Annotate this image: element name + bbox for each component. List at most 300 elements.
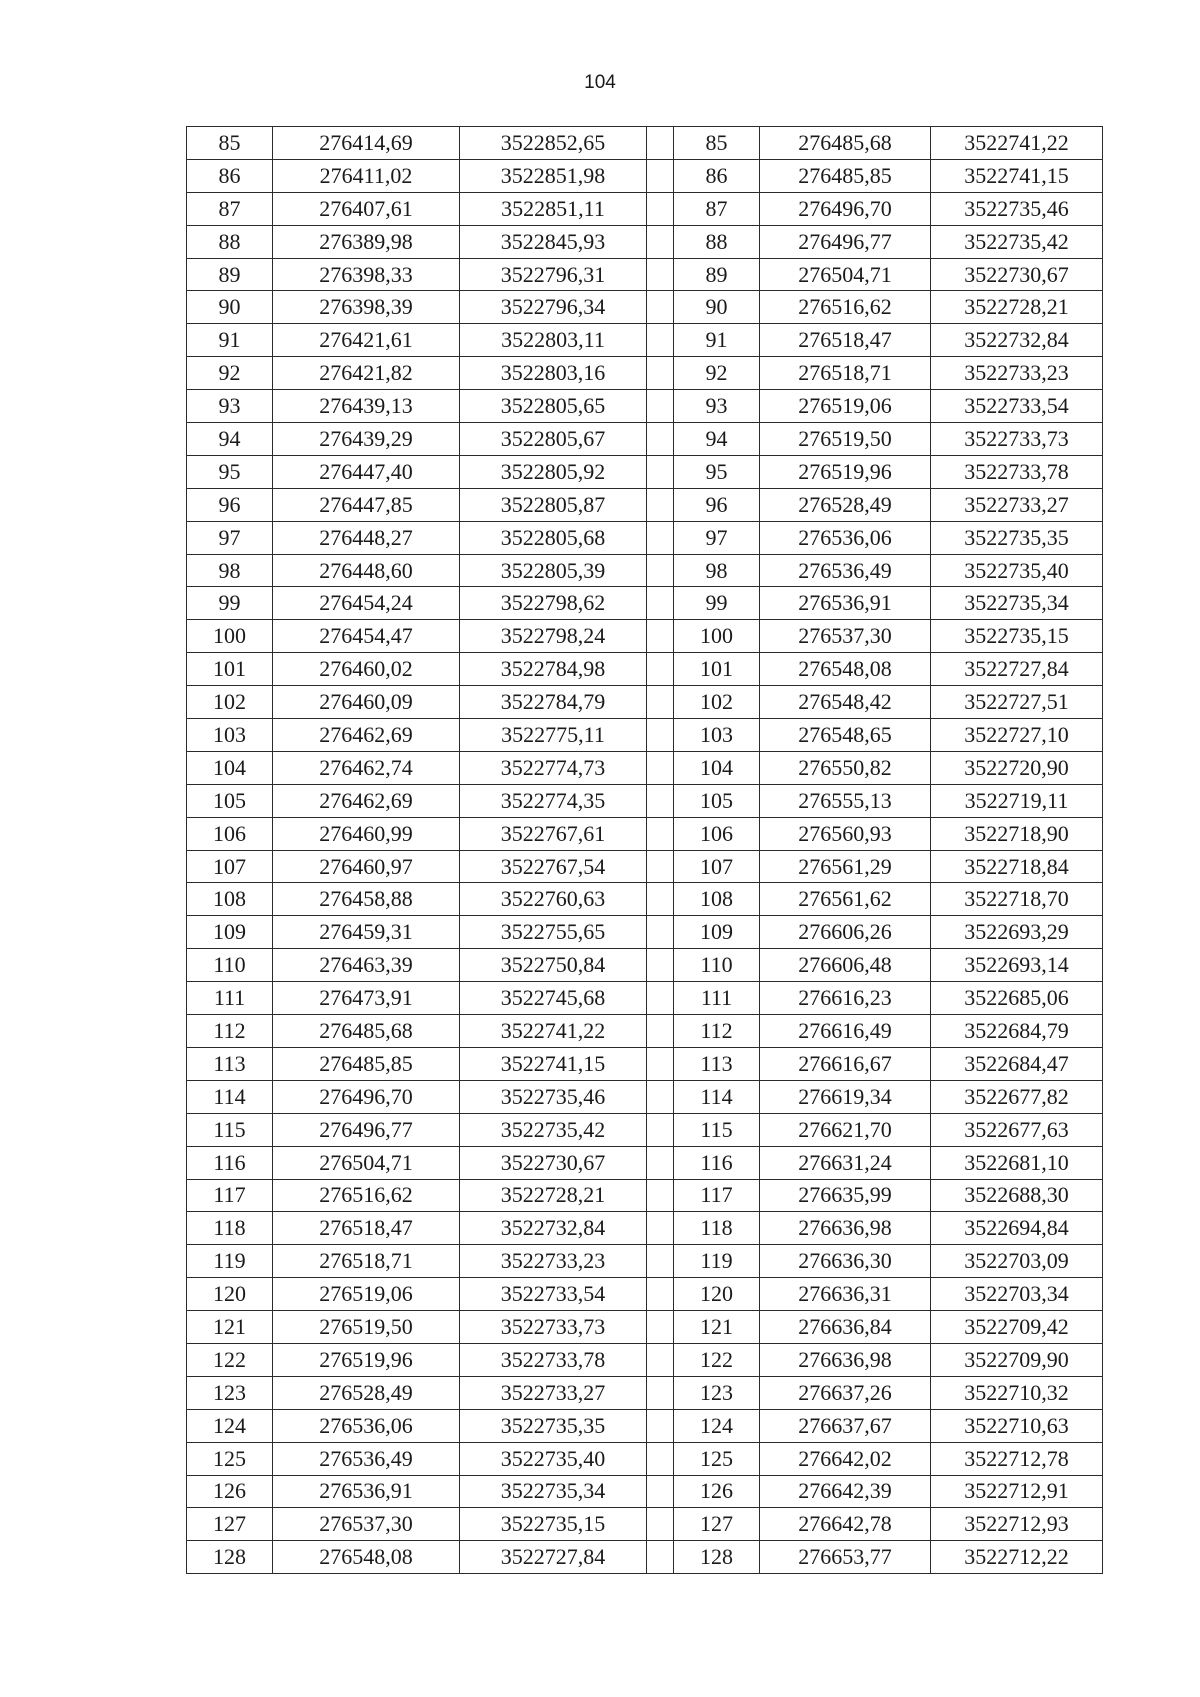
table-row: [187, 1343, 1103, 1376]
right-y-coordinate-cell: 3522685,06: [931, 982, 1103, 1015]
table-row: [187, 488, 1103, 521]
right-y-coordinate-cell: 3522728,21: [931, 291, 1103, 324]
table-row: [187, 258, 1103, 291]
right-y-coordinate-cell: 3522703,34: [931, 1278, 1103, 1311]
right-y-coordinate-cell: 3522727,84: [931, 653, 1103, 686]
separator-cell: [647, 488, 674, 521]
left-x-coordinate-cell: 276496,70: [273, 1080, 460, 1113]
right-point-number-cell: 102: [674, 686, 760, 719]
left-point-number-cell: 113: [187, 1047, 273, 1080]
table-row: [187, 1508, 1103, 1541]
left-y-coordinate-cell: 3522775,11: [460, 719, 647, 752]
separator-cell: [647, 620, 674, 653]
separator-cell: [647, 291, 674, 324]
right-x-coordinate-cell: 276536,06: [760, 521, 931, 554]
right-point-number-cell: 98: [674, 554, 760, 587]
left-y-coordinate-cell: 3522767,61: [460, 817, 647, 850]
separator-cell: [647, 554, 674, 587]
left-x-coordinate-cell: 276485,85: [273, 1047, 460, 1080]
right-point-number-cell: 125: [674, 1442, 760, 1475]
left-y-coordinate-cell: 3522803,11: [460, 324, 647, 357]
right-point-number-cell: 110: [674, 949, 760, 982]
right-point-number-cell: 111: [674, 982, 760, 1015]
right-y-coordinate-cell: 3522733,54: [931, 390, 1103, 423]
separator-cell: [647, 1343, 674, 1376]
left-point-number-cell: 86: [187, 159, 273, 192]
right-point-number-cell: 124: [674, 1409, 760, 1442]
right-y-coordinate-cell: 3522733,27: [931, 488, 1103, 521]
left-x-coordinate-cell: 276454,47: [273, 620, 460, 653]
separator-cell: [647, 357, 674, 390]
left-y-coordinate-cell: 3522774,73: [460, 751, 647, 784]
right-point-number-cell: 106: [674, 817, 760, 850]
table-row: [187, 817, 1103, 850]
left-y-coordinate-cell: 3522735,34: [460, 1475, 647, 1508]
right-point-number-cell: 107: [674, 850, 760, 883]
left-point-number-cell: 110: [187, 949, 273, 982]
table-row: [187, 784, 1103, 817]
table-row: [187, 455, 1103, 488]
left-x-coordinate-cell: 276439,13: [273, 390, 460, 423]
right-y-coordinate-cell: 3522703,09: [931, 1245, 1103, 1278]
left-y-coordinate-cell: 3522732,84: [460, 1212, 647, 1245]
left-y-coordinate-cell: 3522805,68: [460, 521, 647, 554]
table-row: [187, 982, 1103, 1015]
separator-cell: [647, 1146, 674, 1179]
table-row: [187, 1376, 1103, 1409]
right-y-coordinate-cell: 3522710,32: [931, 1376, 1103, 1409]
left-x-coordinate-cell: 276462,69: [273, 784, 460, 817]
left-y-coordinate-cell: 3522796,34: [460, 291, 647, 324]
right-y-coordinate-cell: 3522684,47: [931, 1047, 1103, 1080]
left-y-coordinate-cell: 3522733,54: [460, 1278, 647, 1311]
right-y-coordinate-cell: 3522741,22: [931, 127, 1103, 160]
separator-cell: [647, 1311, 674, 1344]
left-y-coordinate-cell: 3522733,23: [460, 1245, 647, 1278]
right-x-coordinate-cell: 276631,24: [760, 1146, 931, 1179]
right-x-coordinate-cell: 276636,30: [760, 1245, 931, 1278]
right-x-coordinate-cell: 276637,67: [760, 1409, 931, 1442]
right-point-number-cell: 90: [674, 291, 760, 324]
left-point-number-cell: 92: [187, 357, 273, 390]
table-row: [187, 1113, 1103, 1146]
left-y-coordinate-cell: 3522745,68: [460, 982, 647, 1015]
right-point-number-cell: 119: [674, 1245, 760, 1278]
left-x-coordinate-cell: 276407,61: [273, 192, 460, 225]
right-x-coordinate-cell: 276519,06: [760, 390, 931, 423]
separator-cell: [647, 949, 674, 982]
right-x-coordinate-cell: 276619,34: [760, 1080, 931, 1113]
left-point-number-cell: 93: [187, 390, 273, 423]
left-x-coordinate-cell: 276454,24: [273, 587, 460, 620]
left-y-coordinate-cell: 3522845,93: [460, 225, 647, 258]
right-point-number-cell: 96: [674, 488, 760, 521]
right-y-coordinate-cell: 3522735,34: [931, 587, 1103, 620]
table-row: [187, 883, 1103, 916]
left-point-number-cell: 88: [187, 225, 273, 258]
right-x-coordinate-cell: 276537,30: [760, 620, 931, 653]
left-y-coordinate-cell: 3522727,84: [460, 1541, 647, 1574]
separator-cell: [647, 324, 674, 357]
separator-cell: [647, 751, 674, 784]
right-y-coordinate-cell: 3522718,84: [931, 850, 1103, 883]
right-point-number-cell: 87: [674, 192, 760, 225]
left-y-coordinate-cell: 3522805,65: [460, 390, 647, 423]
left-point-number-cell: 106: [187, 817, 273, 850]
left-x-coordinate-cell: 276528,49: [273, 1376, 460, 1409]
left-y-coordinate-cell: 3522735,15: [460, 1508, 647, 1541]
right-y-coordinate-cell: 3522712,93: [931, 1508, 1103, 1541]
right-point-number-cell: 127: [674, 1508, 760, 1541]
left-point-number-cell: 124: [187, 1409, 273, 1442]
right-y-coordinate-cell: 3522735,15: [931, 620, 1103, 653]
left-x-coordinate-cell: 276536,49: [273, 1442, 460, 1475]
separator-cell: [647, 225, 674, 258]
left-y-coordinate-cell: 3522805,92: [460, 455, 647, 488]
left-y-coordinate-cell: 3522741,15: [460, 1047, 647, 1080]
left-y-coordinate-cell: 3522755,65: [460, 916, 647, 949]
right-point-number-cell: 88: [674, 225, 760, 258]
left-point-number-cell: 123: [187, 1376, 273, 1409]
right-x-coordinate-cell: 276561,29: [760, 850, 931, 883]
right-x-coordinate-cell: 276485,85: [760, 159, 931, 192]
left-y-coordinate-cell: 3522735,46: [460, 1080, 647, 1113]
right-point-number-cell: 99: [674, 587, 760, 620]
separator-cell: [647, 258, 674, 291]
right-x-coordinate-cell: 276653,77: [760, 1541, 931, 1574]
table-row: [187, 1212, 1103, 1245]
right-x-coordinate-cell: 276560,93: [760, 817, 931, 850]
right-y-coordinate-cell: 3522684,79: [931, 1015, 1103, 1048]
separator-cell: [647, 1047, 674, 1080]
right-x-coordinate-cell: 276606,48: [760, 949, 931, 982]
right-point-number-cell: 115: [674, 1113, 760, 1146]
right-point-number-cell: 122: [674, 1343, 760, 1376]
left-y-coordinate-cell: 3522798,62: [460, 587, 647, 620]
left-point-number-cell: 107: [187, 850, 273, 883]
table-row: [187, 357, 1103, 390]
left-x-coordinate-cell: 276496,77: [273, 1113, 460, 1146]
separator-cell: [647, 587, 674, 620]
table-row: [187, 620, 1103, 653]
right-x-coordinate-cell: 276642,39: [760, 1475, 931, 1508]
right-y-coordinate-cell: 3522677,82: [931, 1080, 1103, 1113]
left-x-coordinate-cell: 276398,33: [273, 258, 460, 291]
left-x-coordinate-cell: 276439,29: [273, 423, 460, 456]
right-y-coordinate-cell: 3522693,14: [931, 949, 1103, 982]
left-x-coordinate-cell: 276421,61: [273, 324, 460, 357]
separator-cell: [647, 1508, 674, 1541]
right-y-coordinate-cell: 3522741,15: [931, 159, 1103, 192]
left-point-number-cell: 112: [187, 1015, 273, 1048]
separator-cell: [647, 916, 674, 949]
right-x-coordinate-cell: 276496,77: [760, 225, 931, 258]
left-x-coordinate-cell: 276389,98: [273, 225, 460, 258]
table-row: [187, 521, 1103, 554]
separator-cell: [647, 883, 674, 916]
separator-cell: [647, 1212, 674, 1245]
right-point-number-cell: 118: [674, 1212, 760, 1245]
table-row: [187, 653, 1103, 686]
right-point-number-cell: 121: [674, 1311, 760, 1344]
right-x-coordinate-cell: 276518,71: [760, 357, 931, 390]
left-y-coordinate-cell: 3522735,40: [460, 1442, 647, 1475]
left-point-number-cell: 90: [187, 291, 273, 324]
left-point-number-cell: 95: [187, 455, 273, 488]
right-point-number-cell: 117: [674, 1179, 760, 1212]
right-x-coordinate-cell: 276504,71: [760, 258, 931, 291]
right-x-coordinate-cell: 276636,84: [760, 1311, 931, 1344]
left-point-number-cell: 85: [187, 127, 273, 160]
left-x-coordinate-cell: 276447,85: [273, 488, 460, 521]
left-y-coordinate-cell: 3522760,63: [460, 883, 647, 916]
right-y-coordinate-cell: 3522733,78: [931, 455, 1103, 488]
left-point-number-cell: 98: [187, 554, 273, 587]
left-x-coordinate-cell: 276536,91: [273, 1475, 460, 1508]
right-point-number-cell: 93: [674, 390, 760, 423]
separator-cell: [647, 1179, 674, 1212]
right-x-coordinate-cell: 276561,62: [760, 883, 931, 916]
left-point-number-cell: 102: [187, 686, 273, 719]
right-point-number-cell: 109: [674, 916, 760, 949]
right-y-coordinate-cell: 3522712,78: [931, 1442, 1103, 1475]
page-number: 104: [584, 72, 616, 93]
right-x-coordinate-cell: 276621,70: [760, 1113, 931, 1146]
left-y-coordinate-cell: 3522730,67: [460, 1146, 647, 1179]
left-x-coordinate-cell: 276536,06: [273, 1409, 460, 1442]
left-x-coordinate-cell: 276448,27: [273, 521, 460, 554]
right-x-coordinate-cell: 276635,99: [760, 1179, 931, 1212]
right-x-coordinate-cell: 276548,42: [760, 686, 931, 719]
left-point-number-cell: 127: [187, 1508, 273, 1541]
table-row: [187, 1080, 1103, 1113]
separator-cell: [647, 423, 674, 456]
right-y-coordinate-cell: 3522710,63: [931, 1409, 1103, 1442]
right-x-coordinate-cell: 276636,31: [760, 1278, 931, 1311]
left-point-number-cell: 125: [187, 1442, 273, 1475]
table-row: [187, 1409, 1103, 1442]
table-row: [187, 1475, 1103, 1508]
left-x-coordinate-cell: 276485,68: [273, 1015, 460, 1048]
left-y-coordinate-cell: 3522733,73: [460, 1311, 647, 1344]
right-x-coordinate-cell: 276606,26: [760, 916, 931, 949]
separator-cell: [647, 1080, 674, 1113]
table-row: [187, 423, 1103, 456]
right-y-coordinate-cell: 3522718,90: [931, 817, 1103, 850]
right-point-number-cell: 104: [674, 751, 760, 784]
table-row: [187, 916, 1103, 949]
separator-cell: [647, 686, 674, 719]
right-y-coordinate-cell: 3522688,30: [931, 1179, 1103, 1212]
separator-cell: [647, 1278, 674, 1311]
table-row: [187, 587, 1103, 620]
right-y-coordinate-cell: 3522712,22: [931, 1541, 1103, 1574]
table-row: [187, 751, 1103, 784]
separator-cell: [647, 192, 674, 225]
left-y-coordinate-cell: 3522733,78: [460, 1343, 647, 1376]
right-point-number-cell: 128: [674, 1541, 760, 1574]
separator-cell: [647, 784, 674, 817]
left-point-number-cell: 87: [187, 192, 273, 225]
right-y-coordinate-cell: 3522735,40: [931, 554, 1103, 587]
left-x-coordinate-cell: 276460,09: [273, 686, 460, 719]
table-row: [187, 949, 1103, 982]
table-row: [187, 324, 1103, 357]
left-x-coordinate-cell: 276460,99: [273, 817, 460, 850]
table-row: [187, 127, 1103, 160]
table-row: [187, 1245, 1103, 1278]
left-y-coordinate-cell: 3522728,21: [460, 1179, 647, 1212]
separator-cell: [647, 127, 674, 160]
left-point-number-cell: 109: [187, 916, 273, 949]
separator-cell: [647, 1376, 674, 1409]
left-point-number-cell: 103: [187, 719, 273, 752]
left-x-coordinate-cell: 276462,74: [273, 751, 460, 784]
left-y-coordinate-cell: 3522851,98: [460, 159, 647, 192]
right-y-coordinate-cell: 3522677,63: [931, 1113, 1103, 1146]
left-x-coordinate-cell: 276414,69: [273, 127, 460, 160]
right-y-coordinate-cell: 3522709,42: [931, 1311, 1103, 1344]
right-y-coordinate-cell: 3522709,90: [931, 1343, 1103, 1376]
right-y-coordinate-cell: 3522733,23: [931, 357, 1103, 390]
left-x-coordinate-cell: 276459,31: [273, 916, 460, 949]
separator-cell: [647, 1015, 674, 1048]
right-point-number-cell: 105: [674, 784, 760, 817]
left-y-coordinate-cell: 3522805,67: [460, 423, 647, 456]
right-point-number-cell: 101: [674, 653, 760, 686]
right-x-coordinate-cell: 276536,49: [760, 554, 931, 587]
left-x-coordinate-cell: 276411,02: [273, 159, 460, 192]
left-x-coordinate-cell: 276519,96: [273, 1343, 460, 1376]
right-x-coordinate-cell: 276636,98: [760, 1212, 931, 1245]
separator-cell: [647, 1409, 674, 1442]
left-x-coordinate-cell: 276421,82: [273, 357, 460, 390]
right-point-number-cell: 85: [674, 127, 760, 160]
table-row: [187, 1311, 1103, 1344]
right-y-coordinate-cell: 3522727,51: [931, 686, 1103, 719]
right-x-coordinate-cell: 276518,47: [760, 324, 931, 357]
left-x-coordinate-cell: 276537,30: [273, 1508, 460, 1541]
right-point-number-cell: 92: [674, 357, 760, 390]
left-y-coordinate-cell: 3522798,24: [460, 620, 647, 653]
right-x-coordinate-cell: 276485,68: [760, 127, 931, 160]
right-y-coordinate-cell: 3522730,67: [931, 258, 1103, 291]
left-point-number-cell: 120: [187, 1278, 273, 1311]
left-point-number-cell: 89: [187, 258, 273, 291]
left-x-coordinate-cell: 276463,39: [273, 949, 460, 982]
left-y-coordinate-cell: 3522774,35: [460, 784, 647, 817]
left-y-coordinate-cell: 3522784,79: [460, 686, 647, 719]
right-y-coordinate-cell: 3522727,10: [931, 719, 1103, 752]
left-y-coordinate-cell: 3522803,16: [460, 357, 647, 390]
left-x-coordinate-cell: 276398,39: [273, 291, 460, 324]
right-point-number-cell: 86: [674, 159, 760, 192]
right-point-number-cell: 103: [674, 719, 760, 752]
right-point-number-cell: 123: [674, 1376, 760, 1409]
right-x-coordinate-cell: 276519,50: [760, 423, 931, 456]
coordinates-table-body: [187, 127, 1103, 1574]
left-x-coordinate-cell: 276460,02: [273, 653, 460, 686]
table-row: [187, 1015, 1103, 1048]
right-point-number-cell: 100: [674, 620, 760, 653]
left-point-number-cell: 97: [187, 521, 273, 554]
left-point-number-cell: 100: [187, 620, 273, 653]
left-x-coordinate-cell: 276447,40: [273, 455, 460, 488]
separator-cell: [647, 521, 674, 554]
separator-cell: [647, 1541, 674, 1574]
separator-cell: [647, 159, 674, 192]
separator-cell: [647, 1475, 674, 1508]
right-x-coordinate-cell: 276555,13: [760, 784, 931, 817]
separator-cell: [647, 653, 674, 686]
left-point-number-cell: 115: [187, 1113, 273, 1146]
right-x-coordinate-cell: 276536,91: [760, 587, 931, 620]
right-y-coordinate-cell: 3522712,91: [931, 1475, 1103, 1508]
left-y-coordinate-cell: 3522735,42: [460, 1113, 647, 1146]
table-row: [187, 291, 1103, 324]
left-point-number-cell: 116: [187, 1146, 273, 1179]
separator-cell: [647, 455, 674, 488]
left-y-coordinate-cell: 3522741,22: [460, 1015, 647, 1048]
table-row: [187, 159, 1103, 192]
left-point-number-cell: 91: [187, 324, 273, 357]
right-x-coordinate-cell: 276642,78: [760, 1508, 931, 1541]
separator-cell: [647, 817, 674, 850]
separator-cell: [647, 850, 674, 883]
left-point-number-cell: 105: [187, 784, 273, 817]
right-point-number-cell: 116: [674, 1146, 760, 1179]
table-row: [187, 850, 1103, 883]
left-y-coordinate-cell: 3522796,31: [460, 258, 647, 291]
right-y-coordinate-cell: 3522718,70: [931, 883, 1103, 916]
left-y-coordinate-cell: 3522805,87: [460, 488, 647, 521]
left-y-coordinate-cell: 3522805,39: [460, 554, 647, 587]
right-y-coordinate-cell: 3522719,11: [931, 784, 1103, 817]
right-x-coordinate-cell: 276636,98: [760, 1343, 931, 1376]
left-point-number-cell: 126: [187, 1475, 273, 1508]
left-x-coordinate-cell: 276518,71: [273, 1245, 460, 1278]
table-row: [187, 686, 1103, 719]
right-y-coordinate-cell: 3522693,29: [931, 916, 1103, 949]
right-point-number-cell: 113: [674, 1047, 760, 1080]
table-row: [187, 1179, 1103, 1212]
right-point-number-cell: 120: [674, 1278, 760, 1311]
left-point-number-cell: 117: [187, 1179, 273, 1212]
table-row: [187, 554, 1103, 587]
left-y-coordinate-cell: 3522735,35: [460, 1409, 647, 1442]
separator-cell: [647, 719, 674, 752]
separator-cell: [647, 1442, 674, 1475]
right-point-number-cell: 112: [674, 1015, 760, 1048]
right-x-coordinate-cell: 276550,82: [760, 751, 931, 784]
right-y-coordinate-cell: 3522694,84: [931, 1212, 1103, 1245]
right-point-number-cell: 89: [674, 258, 760, 291]
right-x-coordinate-cell: 276496,70: [760, 192, 931, 225]
left-point-number-cell: 121: [187, 1311, 273, 1344]
left-point-number-cell: 118: [187, 1212, 273, 1245]
left-x-coordinate-cell: 276462,69: [273, 719, 460, 752]
left-x-coordinate-cell: 276519,06: [273, 1278, 460, 1311]
separator-cell: [647, 390, 674, 423]
separator-cell: [647, 1245, 674, 1278]
right-point-number-cell: 114: [674, 1080, 760, 1113]
right-x-coordinate-cell: 276616,23: [760, 982, 931, 1015]
left-x-coordinate-cell: 276548,08: [273, 1541, 460, 1574]
left-point-number-cell: 111: [187, 982, 273, 1015]
left-y-coordinate-cell: 3522733,27: [460, 1376, 647, 1409]
left-y-coordinate-cell: 3522851,11: [460, 192, 647, 225]
table-row: [187, 1146, 1103, 1179]
